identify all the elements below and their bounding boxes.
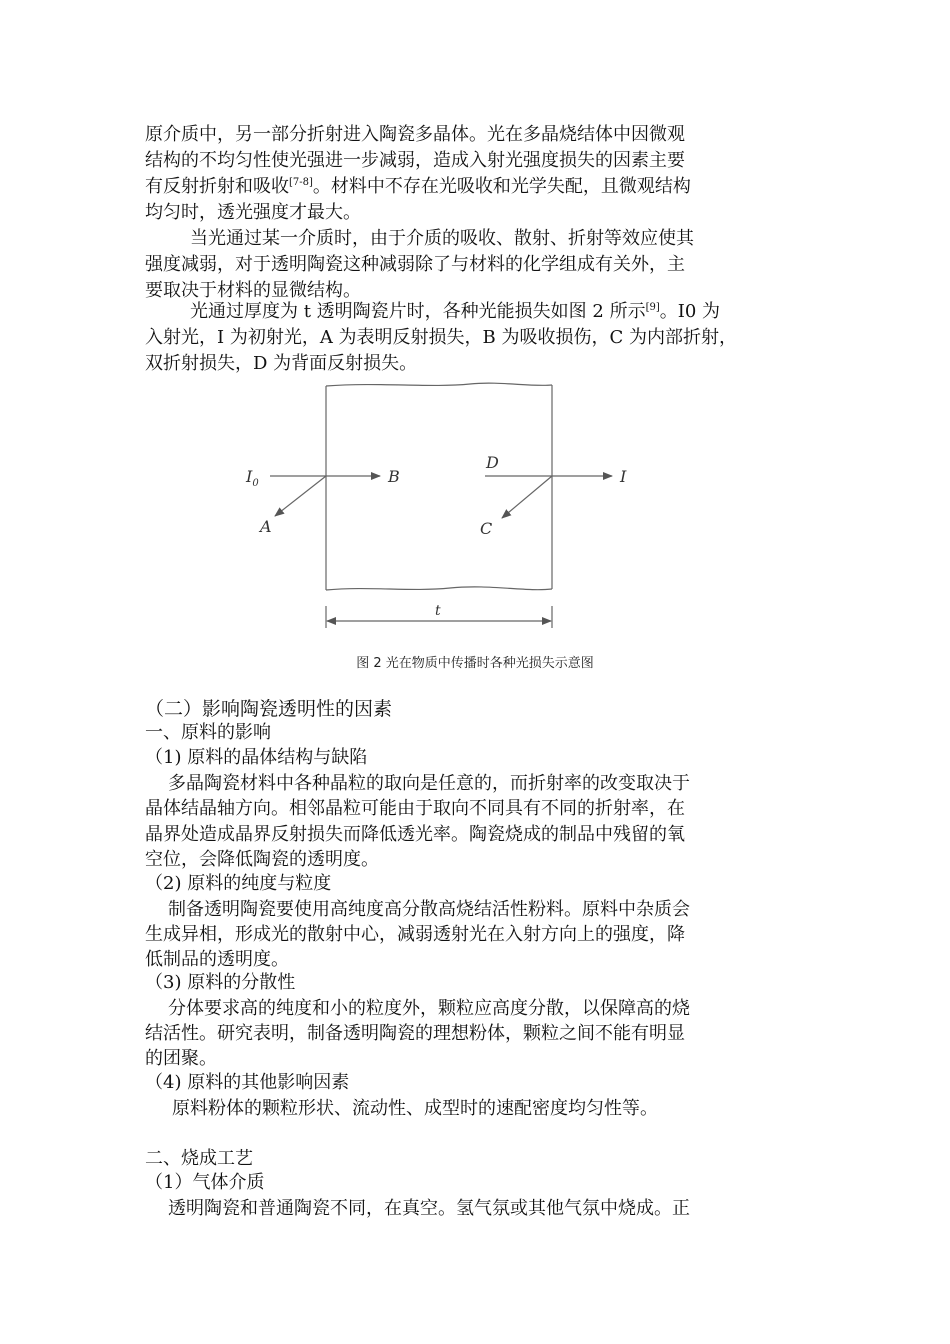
part2-heading: 二、烧成工艺	[145, 1148, 253, 1169]
figure-caption: 图 2 光在物质中传播时各种光损失示意图	[356, 656, 594, 671]
citation-7-8: [7-8]	[289, 177, 313, 188]
item1-line1: 多晶陶瓷材料中各种晶粒的取向是任意的，而折射率的改变取决于	[168, 773, 690, 794]
item2-line3: 低制品的透明度。	[145, 949, 289, 970]
sub1-title: （1）气体介质	[145, 1172, 265, 1193]
section-title: （二）影响陶瓷透明性的因素	[145, 698, 393, 720]
paragraph1-line2: 结构的不均匀性使光强进一步减弱，造成入射光强度损失的因素主要	[145, 150, 685, 171]
label-d: D	[486, 453, 499, 472]
figure-light-loss-diagram	[240, 378, 660, 643]
item3-line3: 的团聚。	[145, 1048, 217, 1069]
item3-title: （3) 原料的分散性	[145, 972, 296, 993]
paragraph1-line3-text-b: 。材料中不存在光吸收和光学失配，且微观结构	[312, 176, 691, 197]
paragraph3-line3: 双折射损失，D 为背面反射损失。	[145, 353, 418, 374]
item4-title: （4) 原料的其他影响因素	[145, 1072, 350, 1093]
item2-line2: 生成异相，形成光的散射中心，减弱透射光在入射方向上的强度，降	[145, 924, 685, 945]
item2-title: （2) 原料的纯度与粒度	[145, 873, 332, 894]
item3-line1: 分体要求高的纯度和小的粒度外，颗粒应高度分散，以保障高的烧	[168, 998, 690, 1019]
sub1-line1: 透明陶瓷和普通陶瓷不同，在真空。氢气氛或其他气氛中烧成。正	[168, 1198, 690, 1219]
paragraph2-line2: 强度减弱，对于透明陶瓷这种减弱除了与材料的化学组成有关外，主	[145, 254, 685, 275]
part1-heading: 一、原料的影响	[145, 722, 271, 743]
item1-title: （1) 原料的晶体结构与缺陷	[145, 747, 368, 768]
paragraph1-line3-text-a: 有反射折射和吸收	[145, 176, 289, 197]
paragraph2-line1: 当光通过某一介质时，由于介质的吸收、散射、折射等效应使其	[190, 228, 694, 249]
paragraph1-line3	[145, 174, 825, 200]
citation-9: [9]	[645, 302, 660, 313]
paragraph2-line3: 要取决于材料的显微结构。	[145, 280, 361, 301]
paragraph3-line1-text-a: 光通过厚度为 t 透明陶瓷片时，各种光能损失如图 2 所示	[190, 301, 646, 322]
item4-line1: 原料粉体的颗粒形状、流动性、成型时的速配密度均匀性等。	[172, 1098, 658, 1119]
paragraph3-line2: 入射光，I 为初射光，A 为表明反射损失，B 为吸收损伤，C 为内部折射，	[145, 327, 737, 348]
paragraph3-line1	[190, 299, 825, 325]
item3-line2: 结活性。研究表明，制备透明陶瓷的理想粉体，颗粒之间不能有明显	[145, 1023, 685, 1044]
ray-internal-c	[502, 476, 552, 518]
ray-reflected-a	[275, 476, 326, 516]
paragraph1-line4: 均匀时，透光强度才最大。	[145, 202, 361, 223]
paragraph3-line1-text-b: 。I0 为	[659, 301, 721, 322]
label-i: I	[620, 467, 627, 486]
figure-svg	[240, 378, 660, 643]
slab-top-edge	[326, 383, 552, 386]
label-b: B	[388, 467, 400, 486]
label-t: t	[435, 603, 441, 619]
item1-line2: 晶体结晶轴方向。相邻晶粒可能由于取向不同具有不同的折射率，在	[145, 798, 685, 819]
label-i0: $I_0$	[246, 467, 259, 489]
paragraph1-line1: 原介质中，另一部分折射进入陶瓷多晶体。光在多晶烧结体中因微观	[145, 124, 685, 145]
label-a: A	[260, 517, 272, 536]
item1-line3: 晶界处造成晶界反射损失而降低透光率。陶瓷烧成的制品中残留的氧	[145, 824, 685, 845]
item1-line4: 空位，会降低陶瓷的透明度。	[145, 849, 379, 870]
slab-bottom-edge	[326, 587, 552, 590]
item2-line1: 制备透明陶瓷要使用高纯度高分散高烧结活性粉料。原料中杂质会	[168, 899, 690, 920]
label-c: C	[480, 519, 493, 538]
